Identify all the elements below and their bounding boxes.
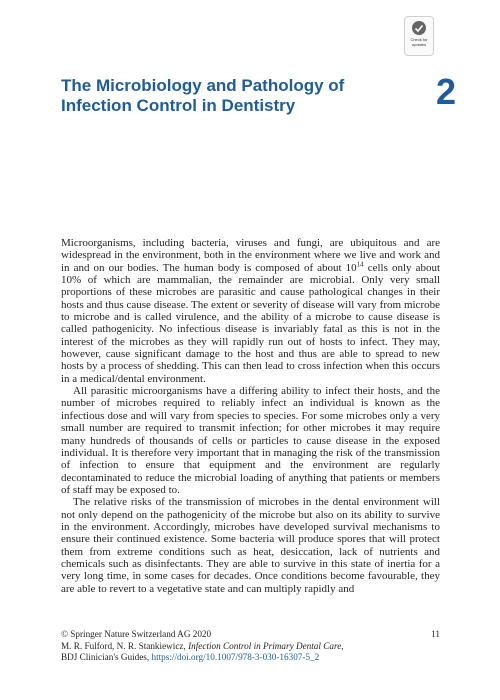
paragraph-3: The relative risks of the transmission of microbes in the dental environment will not only depend on the pathogenicity of the microbe but also on its ability to survive in the environment. Accordingly, microbes have developed survival mechanisms to ensure their continued existence. Some bacteria will produce spores that will protect them from extreme conditions such as heat, desiccation, lack of nutrients and chemicals such as disinfectants. They are able to survive in this state of inertia for a very long time, in some cases for decades. Once conditions become favourable, they are able to revert to a vegetative state and can multiply rapidly and bbox=[61, 496, 440, 595]
copyright-line: © Springer Nature Switzerland AG 2020 bbox=[61, 629, 212, 639]
page-footer bbox=[61, 629, 440, 664]
badge-line2: updates bbox=[411, 41, 427, 47]
chapter-body bbox=[61, 237, 440, 595]
book-title: Infection Control in Primary Dental Care bbox=[188, 640, 342, 651]
citation-line bbox=[61, 641, 440, 653]
series-line bbox=[61, 652, 440, 664]
badge-label bbox=[405, 38, 433, 47]
check-for-updates-icon bbox=[411, 20, 427, 36]
paragraph-1-part-b: cells only about 10% of which are mammalian, the remainder are microbial. Only very small proportions of these microbes are parasitic and cause pathological changes in their hosts and thus cause disease. The extent or severity of disease will vary from microbe to microbe and is called virulence, and the ability of a microbe to cause disease is called pathogenicity. No infectious disease is invariably fatal as this is not in the interest of the microbes as they will rapidly run out of hosts to infect. They may, however, cause significant damage to the host and thus are able to spread to new hosts by a process of shedding. This can then lead to cross infection when this occurs in a medical/dental environment. bbox=[61, 261, 441, 385]
page-number: 11 bbox=[431, 629, 440, 639]
chapter-number: 2 bbox=[436, 71, 457, 112]
exponent: 14 bbox=[356, 260, 364, 269]
check-for-updates-badge[interactable] bbox=[404, 16, 434, 56]
chapter-title: The Microbiology and Pathology of Infection Control in Dentistry bbox=[61, 76, 345, 115]
doi-link[interactable]: https://doi.org/10.1007/978-3-030-16307-5_2 bbox=[151, 652, 320, 662]
authors: M. R. Fulford, N. R. Stankiewicz, bbox=[61, 640, 189, 651]
citation-comma: , bbox=[341, 640, 344, 651]
paragraph-1 bbox=[61, 237, 440, 385]
badge-line1: Check for bbox=[410, 37, 428, 42]
paragraph-2: All parasitic microorganisms have a differing ability to infect their hosts, and the number of microbes required to reliably infect an individual is known as the infectious dose and will vary from species to species. For some microbes only a very small number are required to transmit infection; for other microbes it may require many hundreds of thousands of cells or particles to cause disease in the exposed individual. It is therefore very important that in managing the risk of the transmission of infection to ensure that equipment and the environment are regularly decontaminated to reduce the microbial loading of anything that patients or members of staff may be exposed to. bbox=[61, 385, 440, 496]
series-name: BDJ Clinician's Guides, bbox=[61, 652, 152, 662]
paragraph-1-part-a: Microorganisms, including bacteria, viruses and fungi, are ubiquitous and are widespread in the environment, both in the environment where we live and work and in and on our bodies. The human body is composed of about 10 bbox=[61, 237, 440, 274]
